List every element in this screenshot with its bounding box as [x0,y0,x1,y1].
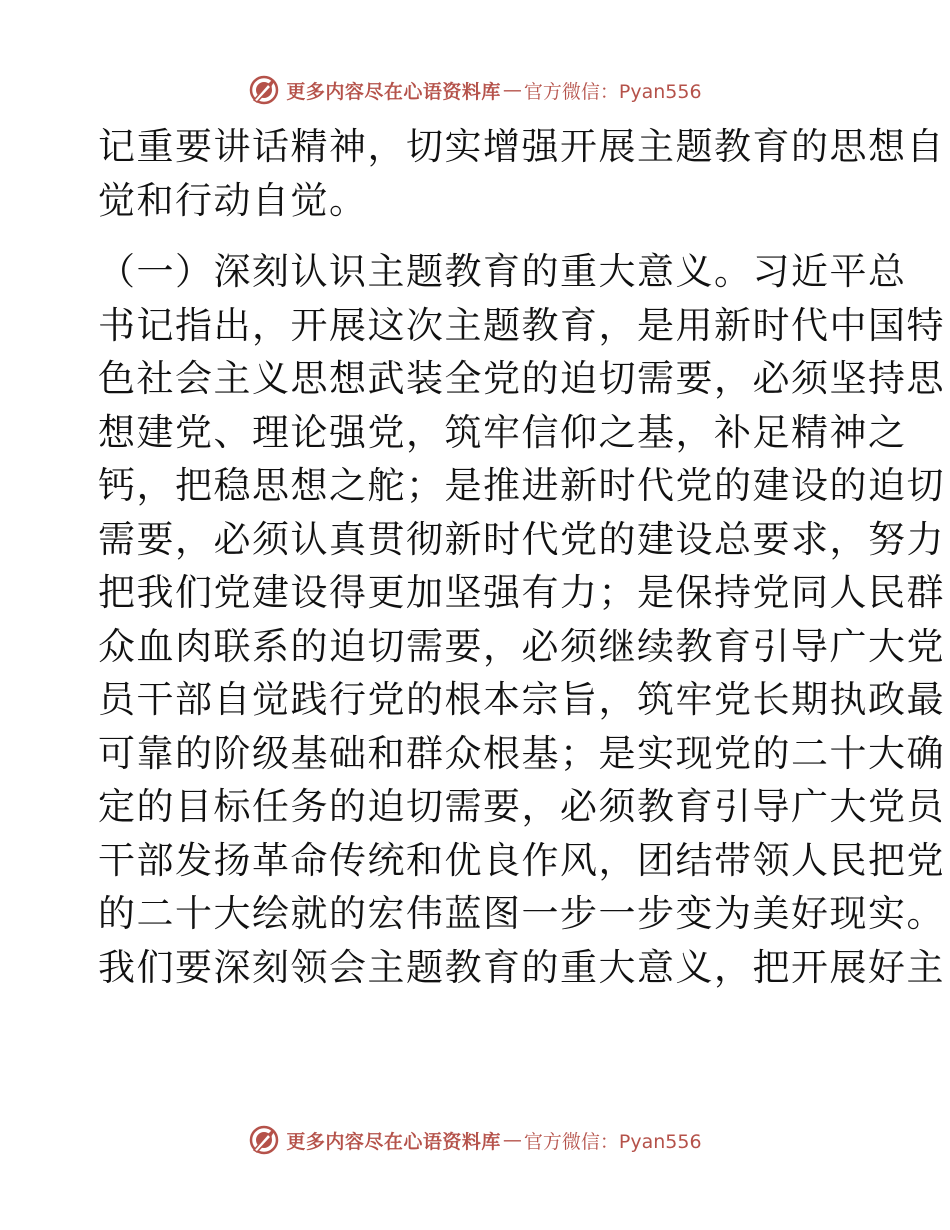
watermark-text: 更多内容尽在心语资料库 [286,1130,501,1153]
text-line: 员干部自觉践行党的根本宗旨，筑牢党长期执政最 [98,678,945,721]
text-line: 想建党、理论强党，筑牢信仰之基，补足精神之 [98,410,907,454]
text-line: 定的目标任务的迫切需要，必须教育引导广大党员 [98,785,945,828]
text-line: 色社会主义思想武装全党的迫切需要，必须坚持思 [98,357,945,400]
pen-circle-logo-icon [248,74,280,106]
text-line: 众血肉联系的迫切需要，必须继续教育引导广大党 [98,624,945,668]
text-line: 记重要讲话精神，切实增强开展主题教育的思想自 [98,125,945,168]
footer-watermark [0,1122,950,1158]
pen-circle-logo-icon [248,1124,280,1156]
text-line: 干部发扬革命传统和优良作风，团结带领人民把党 [98,838,945,882]
paragraph-1 [98,120,945,227]
watermark-separator: — [502,79,522,101]
text-line: 的二十大绘就的宏伟蓝图一步一步变为美好现实。 [98,892,945,935]
watermark-separator: — [502,1129,522,1151]
text-line: 我们要深刻领会主题教育的重大意义，把开展好主 [98,945,945,989]
text-line: 觉和行动自觉。 [98,178,368,222]
text-line: 需要，必须认真贯彻新时代党的建设总要求，努力 [98,517,945,561]
paragraph-2 [98,245,945,994]
document-body [98,120,945,994]
watermark-official: 官方微信：Pyan556 [523,80,702,103]
text-line: 把我们党建设得更加坚强有力；是保持党同人民群 [98,571,945,614]
header-watermark [0,72,950,108]
text-line: （一）深刻认识主题教育的重大意义。习近平总 [98,250,907,293]
text-line: 书记指出，开展这次主题教育，是用新时代中国特 [98,303,945,347]
watermark-official: 官方微信：Pyan556 [523,1130,702,1153]
watermark-text: 更多内容尽在心语资料库 [286,80,501,103]
text-line: 可靠的阶级基础和群众根基；是实现党的二十大确 [98,731,945,775]
text-line: 钙，把稳思想之舵；是推进新时代党的建设的迫切 [98,464,945,507]
